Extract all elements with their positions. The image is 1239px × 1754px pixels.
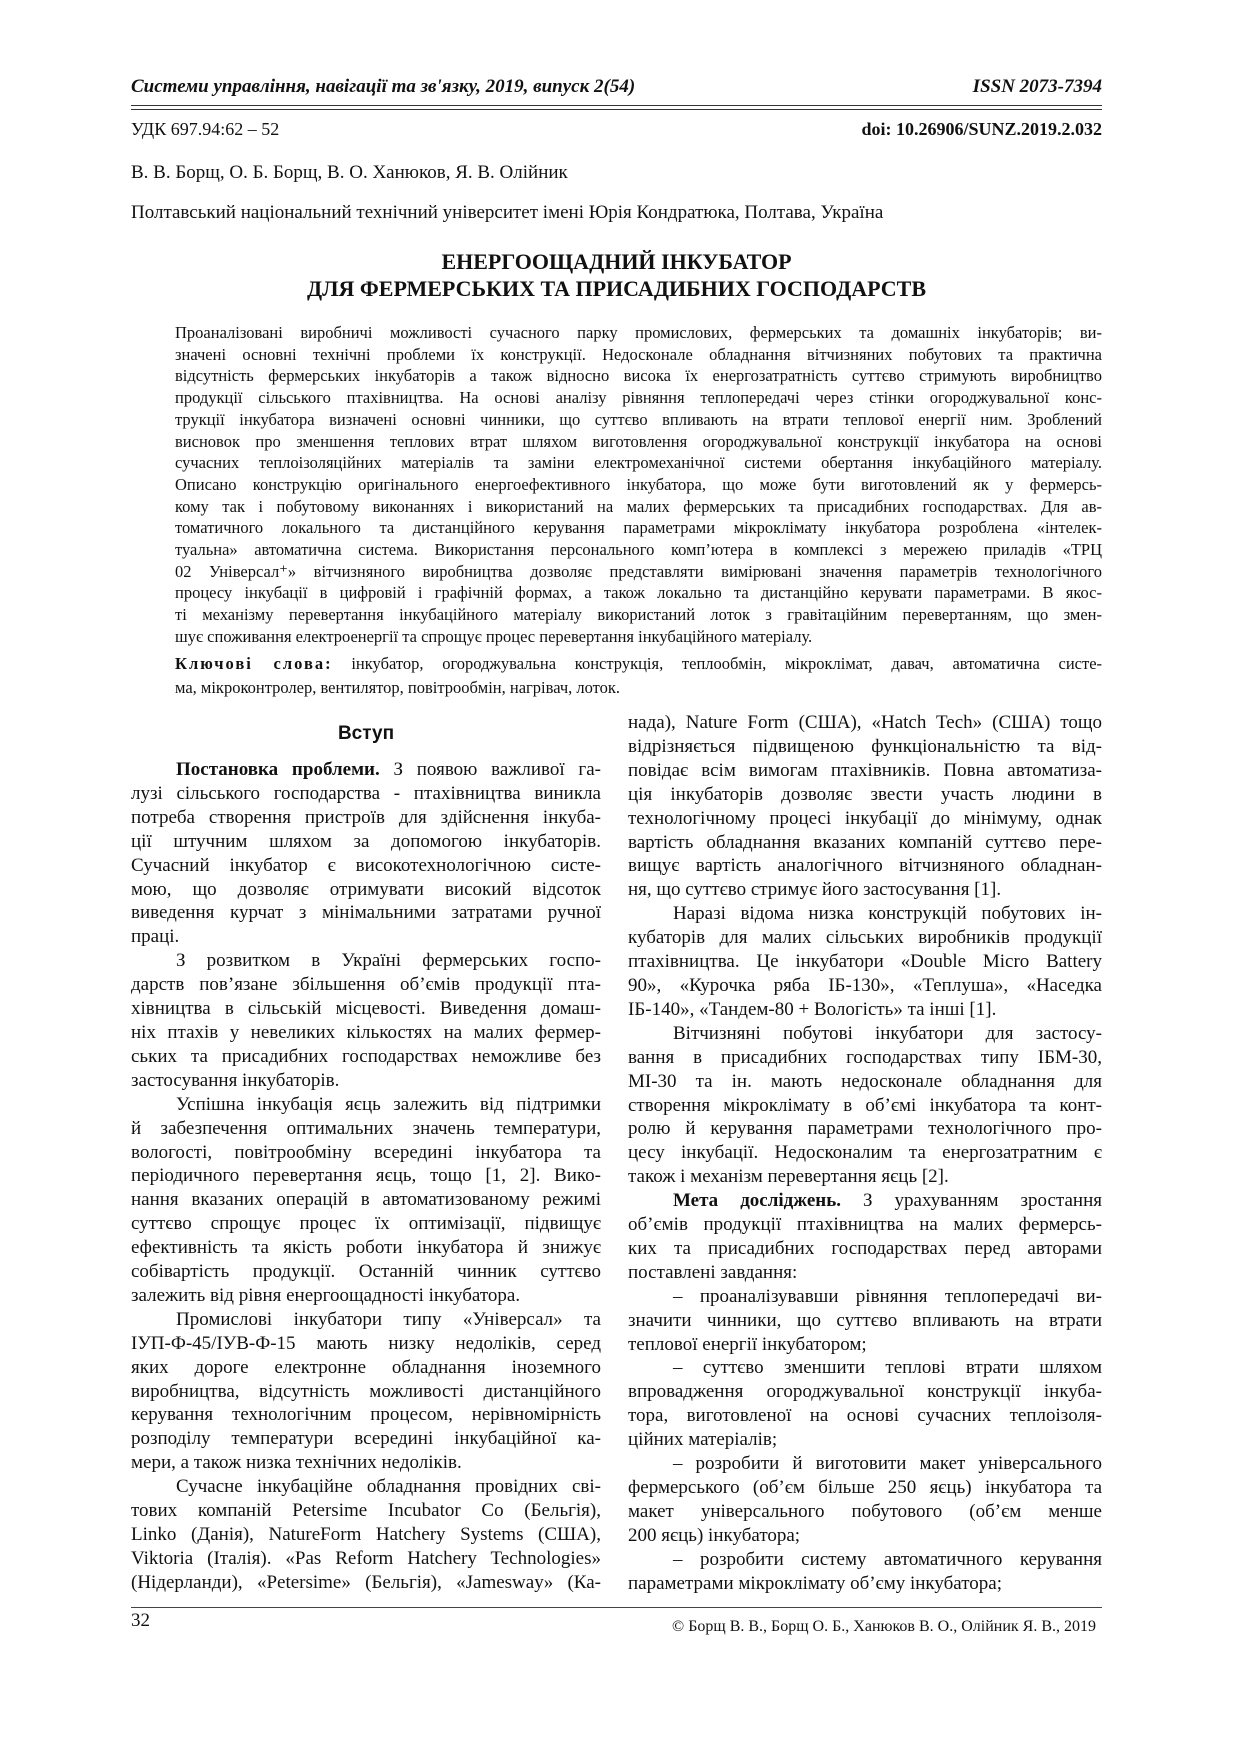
line-text: нання вказаних операцій в автоматизованому режимі xyxy=(131,1189,601,1211)
text-line xyxy=(628,1309,1102,1333)
line-text: ня, що суттєво стримує його застосування [1]. xyxy=(628,879,1002,901)
text-line xyxy=(131,1523,601,1547)
line-text: Промислові інкубатори типу «Універсал» та xyxy=(176,1308,601,1330)
line-text: вання в присадибних господарствах типу ІБМ-30, xyxy=(628,1046,1102,1068)
text-line xyxy=(628,1237,1102,1261)
paper-title xyxy=(131,248,1102,302)
text-line xyxy=(131,1093,601,1117)
line-text: макет універсального побутового (об’єм менше xyxy=(628,1500,1102,1522)
paragraph xyxy=(131,1093,601,1308)
text-line xyxy=(628,1476,1102,1500)
text-line xyxy=(628,974,1102,998)
text-line xyxy=(628,1189,1102,1213)
text-line xyxy=(131,997,601,1021)
header-rule-thin xyxy=(131,109,1102,110)
line-text: Сучасний інкубатор є високотехнологічною систе- xyxy=(131,854,601,876)
text-line xyxy=(628,1500,1102,1524)
line-text: вологості, повітрообміну всередині інкубатора та xyxy=(131,1141,601,1163)
text-line xyxy=(628,807,1102,831)
line-text: – суттєво зменшити теплові втрати шляхом xyxy=(673,1357,1102,1379)
text-line xyxy=(131,901,601,925)
line-text: ІБ-140», «Тандем-80 + Вологість» та інші [1]. xyxy=(628,998,997,1020)
abstract-line: Описано конструкцію оригінального енергоефективного інкубатора, що може бути виготовлений як у фермерсь- xyxy=(175,474,1102,494)
header-rule xyxy=(131,105,1102,106)
text-line xyxy=(131,1069,601,1093)
text-line xyxy=(628,1548,1102,1572)
abstract-line: продукції сільського птахівництва. На основі аналізу рівняння теплопередачі через стінки огороджувальної конс- xyxy=(175,388,1102,408)
line-text: хівництва в сільській місцевості. Виведення домаш- xyxy=(131,998,601,1020)
line-text: З розвитком в Україні фермерських госпо- xyxy=(176,950,601,972)
text-line xyxy=(131,1188,601,1212)
abstract-line: ті механізму перевертання інкубаційного матеріалу використаний лоток з гравітаційним перевертанням, що змен- xyxy=(175,605,1102,625)
line-text: собівартість продукції. Останній чинник суттєво xyxy=(131,1261,601,1283)
line-text: Linko (Данія), NatureForm Hatchery Systems (США), xyxy=(131,1524,601,1545)
line-text: технологічному процесі інкубації до мінімуму, однак xyxy=(628,807,1102,829)
abstract-line: сучасних теплоізоляційних матеріалів та заміни електромеханічної системи обертання інкубаційного матеріалу. xyxy=(175,453,1102,473)
text-line xyxy=(131,1284,601,1308)
text-line xyxy=(131,925,601,949)
text-line xyxy=(131,1499,601,1523)
text-line xyxy=(628,1333,1102,1357)
text-line xyxy=(628,1141,1102,1165)
line-text: значити чинники, що суттєво впливають на втрати xyxy=(628,1309,1102,1331)
line-text: періодичного перевертання яєць, тощо [1, 2]. Вико- xyxy=(131,1165,601,1187)
line-text: – розробити систему автоматичного керування xyxy=(673,1548,1102,1570)
text-line xyxy=(131,1021,601,1045)
title-line: ЕНЕРГООЩАДНИЙ ІНКУБАТОР xyxy=(441,249,792,274)
line-text: ІУП-Ф-45/ІУВ-Ф-15 мають низку недоліків, серед xyxy=(131,1332,601,1354)
abstract-line: відсутність фермерських інкубаторів а також відносно висока їх енергозатратність суттєво стримують виробництво xyxy=(175,366,1102,386)
line-text: Viktoria (Італія). «Pas Reform Hatchery Technologies» xyxy=(131,1547,601,1569)
paragraph xyxy=(628,1548,1102,1596)
right-column xyxy=(628,711,1102,1596)
line-text: ції штучним шляхом за допомогою інкубаторів. xyxy=(131,830,601,852)
line-text: параметрами мікроклімату об’єму інкубатора; xyxy=(628,1572,1003,1594)
paragraph xyxy=(131,758,601,949)
abstract-line: шує споживання електроенергії та спрощує процес перевертання інкубаційного матеріалу. xyxy=(175,626,813,646)
text-line xyxy=(628,1380,1102,1404)
line-text: впровадження огороджувальної конструкції інкуба- xyxy=(628,1381,1102,1403)
line-text: яких дороге електронне обладнання іноземного xyxy=(131,1356,601,1378)
abstract-line: Проаналізовані виробничі можливості сучасного парку промислових, фермерських та домашніх інкубаторів; ви- xyxy=(175,323,1102,342)
line-text: ційних матеріалів; xyxy=(628,1429,778,1451)
abstract-line: трукції інкубатора визначені основні чинники, що суттєво впливають на втрати теплової енергії ним. Зроблений xyxy=(175,409,1102,429)
text-line xyxy=(131,806,601,830)
text-line xyxy=(628,902,1102,926)
text-line xyxy=(628,878,1102,902)
left-column xyxy=(131,758,601,1595)
paragraph-lead: Постановка проблеми. xyxy=(176,759,380,780)
affiliation: Полтавський національний технічний університет імені Юрія Кондратюка, Полтава, Україна xyxy=(131,202,884,223)
text-line xyxy=(628,1356,1102,1380)
text-line xyxy=(628,1165,1102,1189)
line-text: кубаторів для малих сільських виробників продукції xyxy=(628,927,1102,949)
text-line xyxy=(628,831,1102,855)
line-text: ефективність та якість роботи інкубатора й знижує xyxy=(131,1237,601,1259)
paragraph xyxy=(628,1022,1102,1189)
text-line xyxy=(131,1380,601,1404)
line-text: дарств пов’язане збільшення об’ємів продукції пта- xyxy=(131,974,601,996)
keywords-line: ма, мікроконтролер, вентилятор, повітрообмін, нагрівач, лоток. xyxy=(175,677,621,697)
issn: ISSN 2073-7394 xyxy=(972,76,1102,97)
text-line xyxy=(131,1547,601,1571)
keywords-label: Ключові слова: xyxy=(175,654,333,673)
text-line xyxy=(131,1212,601,1236)
text-line xyxy=(628,783,1102,807)
text-line xyxy=(628,711,1102,735)
copyright: © Борщ В. В., Борщ О. Б., Ханюков В. О., Олійник Я. В., 2019 xyxy=(672,1618,1096,1635)
text-line xyxy=(131,1332,601,1356)
text-line xyxy=(628,950,1102,974)
page-number: 32 xyxy=(131,1610,150,1631)
line-text: мери, а також низка технічних недоліків. xyxy=(131,1452,462,1474)
paragraph xyxy=(628,1285,1102,1357)
abstract-line: туальна» автоматична система. Використання персонального комп’ютера в комплексі з мережею приладів «ТРЦ xyxy=(175,540,1102,560)
line-text: теплової енергії інкубатором; xyxy=(628,1333,867,1355)
text-line xyxy=(628,998,1102,1022)
meta-row xyxy=(131,119,1102,140)
text-line xyxy=(131,1141,601,1165)
text-line xyxy=(628,759,1102,783)
line-text: створення мікроклімату в об’ємі інкубатора та конт- xyxy=(628,1094,1102,1116)
line-text: МІ-30 та ін. мають недосконале обладнання для xyxy=(628,1070,1102,1092)
paragraph-lead: Мета досліджень. xyxy=(673,1190,841,1212)
line-text: виробництва, відсутність можливості дистанційного xyxy=(131,1380,601,1402)
line-text: вищує вартість аналогічного вітчизняного обладнан- xyxy=(628,855,1102,877)
line-text: потреба створення пристроїв для здійснення інкуба- xyxy=(131,806,601,828)
text-line xyxy=(628,1452,1102,1476)
paragraph xyxy=(131,1475,601,1595)
text-line xyxy=(131,1571,601,1595)
text-line xyxy=(131,1356,601,1380)
paragraph xyxy=(628,1452,1102,1548)
text-line xyxy=(628,1428,1102,1452)
abstract-line: томатичного локального та дистанційного керування параметрами мікроклімату інкубатора розроблена «інтелек- xyxy=(175,518,1102,538)
line-text: керування технологічним процесом, нерівномірність xyxy=(131,1404,601,1426)
text-line xyxy=(628,1213,1102,1237)
abstract-line: висновок про зменшення теплових втрат шляхом виготовлення огороджувальної конструкції інкубатора на основі xyxy=(175,431,1102,451)
paragraph xyxy=(628,902,1102,1022)
keywords-line xyxy=(175,652,1102,676)
keywords-text: інкубатор, огороджувальна конструкція, теплообмін, мікроклімат, давач, автоматична систе- xyxy=(332,654,1103,673)
text-line xyxy=(131,830,601,854)
line-text: ція інкубаторів дозволяє звести участь людини в xyxy=(628,783,1102,805)
text-line xyxy=(628,1046,1102,1070)
line-text: – проаналізувавши рівняння теплопередачі ви- xyxy=(673,1285,1102,1307)
abstract-line: процесу інкубації в цифровій і графічній формах, а також локально та дистанційно керувати параметрами. В якос- xyxy=(175,583,1102,603)
line-text: З урахуванням зростання xyxy=(841,1190,1102,1212)
udc-code: УДК 697.94:62 – 52 xyxy=(131,119,280,139)
text-line xyxy=(131,1403,601,1427)
line-text: Вітчизняні побутові інкубатори для застосу- xyxy=(673,1022,1102,1044)
keywords xyxy=(175,652,1102,699)
line-text: З появою важливої га- xyxy=(379,759,601,780)
line-text: Успішна інкубація яєць залежить від підтримки xyxy=(176,1093,601,1115)
footer-rule xyxy=(131,1607,1102,1608)
text-line xyxy=(131,1260,601,1284)
text-line xyxy=(628,1070,1102,1094)
text-line xyxy=(628,1094,1102,1118)
text-line xyxy=(131,1427,601,1451)
text-line xyxy=(131,854,601,878)
running-header xyxy=(131,76,1102,98)
line-text: ських та присадибних господарствах неможливе без xyxy=(131,1045,601,1067)
text-line xyxy=(628,735,1102,759)
doi: doi: 10.26906/SUNZ.2019.2.032 xyxy=(861,119,1102,139)
abstract-line: значені основні технічні проблеми їх конструкції. Недосконале обладнання вітчизняних побутових та практична xyxy=(175,344,1102,364)
text-line xyxy=(131,878,601,902)
text-line xyxy=(131,1045,601,1069)
text-line xyxy=(131,1164,601,1188)
line-text: об’ємів продукції птахівництва на малих фермерсь- xyxy=(628,1214,1102,1236)
line-text: повідає всім вимогам птахівників. Повна автоматиза- xyxy=(628,759,1102,781)
text-line xyxy=(131,1236,601,1260)
line-text: вартість обладнання вказаних компаній суттєво пере- xyxy=(628,831,1102,853)
line-text: ких та присадибних господарствах перед авторами xyxy=(628,1237,1102,1259)
section-heading-intro: Вступ xyxy=(337,723,395,744)
line-text: цесу інкубації. Недосконалим та енергозатратним є xyxy=(628,1142,1102,1164)
line-text: виведення курчат з мінімальними затратами ручної xyxy=(131,902,601,924)
paragraph xyxy=(628,1189,1102,1285)
line-text: також і механізм перевертання яєць [2]. xyxy=(628,1166,949,1188)
text-line xyxy=(628,854,1102,878)
line-text: Наразі відома низка конструкцій побутових ін- xyxy=(673,903,1102,925)
text-line xyxy=(628,1524,1102,1548)
line-text: праці. xyxy=(131,926,180,948)
text-line xyxy=(628,926,1102,950)
paragraph xyxy=(628,1356,1102,1452)
line-text: ніх птахів у невеликих кількостях на малих фермер- xyxy=(131,1021,601,1043)
line-text: тора, виготовленої на основі сучасних теплоізоля- xyxy=(628,1405,1102,1427)
text-line xyxy=(131,1451,601,1475)
line-text: й забезпечення оптимальних значень температури, xyxy=(131,1117,601,1139)
line-text: (Нідерланди), «Petersime» (Бельгія), «Jamesway» (Ка- xyxy=(131,1571,601,1593)
title-line: ДЛЯ ФЕРМЕРСЬКИХ ТА ПРИСАДИБНИХ ГОСПОДАРСТВ xyxy=(306,276,927,301)
abstract-line: кому так і побутовому виконаннях і використаний на малих фермерських та присадибних господарствах. Для ав- xyxy=(175,496,1102,516)
line-text: поставлені завдання: xyxy=(628,1261,798,1283)
text-line xyxy=(131,758,601,782)
line-text: 90», «Курочка ряба ІБ-130», «Теплуша», «Наседка xyxy=(628,974,1102,996)
line-text: 200 яєць) інкубатора; xyxy=(628,1524,801,1546)
paragraph xyxy=(628,711,1102,902)
text-line xyxy=(628,1117,1102,1141)
abstract-line: 02 Універсал⁺» вітчизняного виробництва дозволяє представляти вимірювані значення параметрів технологічного xyxy=(175,561,1102,581)
line-text: застосування інкубаторів. xyxy=(131,1069,340,1091)
text-line xyxy=(628,1261,1102,1285)
text-line xyxy=(131,949,601,973)
line-text: лузі сільського господарства - птахівництва виникла xyxy=(131,782,601,804)
text-line xyxy=(628,1022,1102,1046)
line-text: фермерського (об’єм більше 250 яєць) інкубатора та xyxy=(628,1477,1102,1498)
journal-name: Системи управління, навігації та зв'язку, 2019, випуск 2(54) xyxy=(131,76,636,97)
line-text: залежить від рівня енергоощадності інкубатора. xyxy=(131,1284,521,1306)
paragraph xyxy=(131,1308,601,1475)
text-line xyxy=(628,1404,1102,1428)
line-text: відрізняється підвищеною функціональністю та від- xyxy=(628,735,1102,757)
text-line xyxy=(131,1308,601,1332)
line-text: Сучасне інкубаційне обладнання провідних сві- xyxy=(176,1476,601,1498)
line-text: ролю й керування параметрами технологічного про- xyxy=(628,1118,1102,1140)
line-text: тових компаній Petersime Incubator Co (Бельгія), xyxy=(131,1500,601,1522)
line-text: суттєво спрощує процес їх оптимізації, підвищує xyxy=(131,1213,601,1235)
text-line xyxy=(131,782,601,806)
line-text: нада), Nature Form (США), «Hatch Tech» (США) тощо xyxy=(628,712,1102,733)
line-text: птахівництва. Це інкубатори «Double Micro Battery xyxy=(628,951,1102,973)
line-text: розподілу температури всередині інкубаційної ка- xyxy=(131,1428,601,1450)
abstract xyxy=(175,322,1102,648)
text-line xyxy=(131,1117,601,1141)
line-text: мою, що дозволяє отримувати високий відсоток xyxy=(131,878,601,900)
text-line xyxy=(628,1572,1102,1596)
text-line xyxy=(628,1285,1102,1309)
authors: В. В. Борщ, О. Б. Борщ, В. О. Ханюков, Я. В. Олійник xyxy=(131,162,568,183)
text-line xyxy=(131,973,601,997)
text-line xyxy=(131,1475,601,1499)
paragraph xyxy=(131,949,601,1092)
line-text: – розробити й виготовити макет універсального xyxy=(673,1453,1102,1475)
